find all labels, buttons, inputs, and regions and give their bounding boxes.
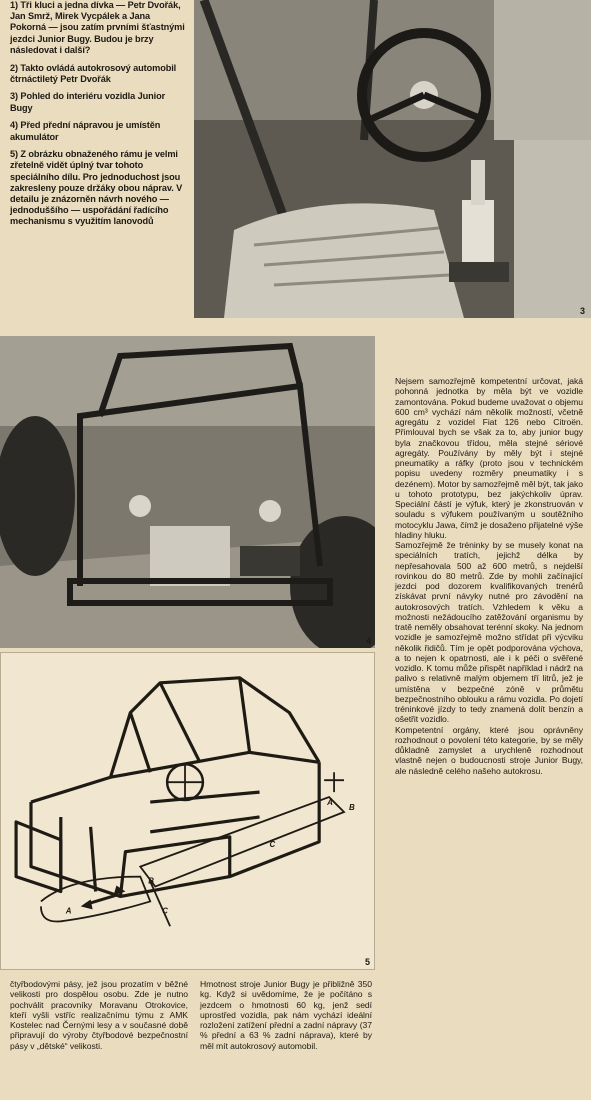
caption-3: 3) Pohled do interiéru vozidla Junior Bugy (10, 91, 166, 113)
photo-number-4: 4 (365, 636, 371, 646)
frame-illustration (1, 653, 374, 969)
drawing-label-a1: A (65, 906, 72, 916)
paragraph: Kompetentní orgány, které jsou oprávněny rozhodnout o povolení této kategorie, by se měly důkladně zamyslet a urychleně rozhodnout vlastně nejen o budoucnosti stroje Junior Bugy, ale následně celého našeho autokrosu. (395, 724, 583, 776)
drawing-label-a2: A (327, 798, 333, 808)
drawing-label-c1: C (269, 839, 276, 849)
drawing-label-b1: B (148, 876, 154, 886)
frame-drawing (0, 652, 375, 970)
paragraph: čtyřbodovými pásy, jež jsou prozatím v běžné velikosti pro dospělou osobu. Zde je nutno pochválit pracovníky Moravanu Otrokovice, kteří vyšli vstříc realizačnímu týmu z AMK Kostelec nad Černými lesy a v současné době připravují do výroby čtyřbodové bezpečnostní pásy v „dětské“ velikosti. (10, 979, 188, 1051)
caption-1: 1) Tři kluci a jedna dívka — Petr Dvořák, Jan Smrž, Mirek Vycpálek a Jana Pokorná — jsou zatím prvními šťastnými jezdci Junior Bugy. Budou je brzy následovat i další? (10, 0, 185, 55)
drawing-label-c2: C (162, 906, 168, 916)
paragraph: Nejsem samozřejmě kompetentní určovat, jaká pohonná jednotka by měla být ve vozidle zamontována. Pokud budeme uvažovat o objemu 600 cm³ vychází nám několik možností, včetně agregátu z vozidel Fiat 126 nebo Citroën. Přimlouval bych se však za to, aby junior bugy byla značkovou třídou, měla stejné sériové agregáty. Používány by měly být i stejné pneumatiky a ráfky (proto jsou v technickém popisu uvedeny rozměry pneumatiky i s dezénem). Motor by samozřejmě měl být, tak jako u tohoto prototypu, bez jakýchkoliv úprav. Speciální částí je výfuk, který je zkonstruován v souladu s výfukem používaným u soutěžního motocyklu Jawa, čímž je dosaženo přijatelné výše hladiny hluku. (395, 376, 583, 540)
front-illustration (0, 336, 375, 648)
caption-5: 5) Z obrázku obnaženého rámu je velmi zřetelně vidět úplný tvar tohoto speciálního dílu. Pro jednoduchost jsou zakresleny pouze držáky obou náprav. V detailu je znázorněn návrh nového — jednoduššího — uspořádání řadícího mechanismu s využitím lanovodů (10, 149, 183, 227)
paragraph: Samozřejmě že tréninky by se musely konat na speciálních tratích, jejichž délka by nepřesahovala 500 až 600 metrů, s nejdelší rovinkou do 80 metrů. Zde by mohli začínající jezdci pod dozorem kvalifikovaných trenérů získávat první návyky nutné pro závodění na autokrosových tratích. Vzhledem k věku a možnosti nežádoucího zatěžování organismu by tratě neměly obsahovat terénní skoky. Na jednom vozidle je samozřejmě možno střídat při výcviku několik řidičů. Tím je opět podporována výchova, a to nejen k opatrnosti, ale i k péči o svěřené vozidlo. K tomu může přispět například i nádrž na palivo s relativně malým objemem tří litrů, jež je umístěna v bezpečné zóně v průmětu bezpečnostního oblouku a rámu vozidla. Po dojetí tréninkové jízdy to tedy znamená dolít benzín a ošetřit vozidlo. (395, 540, 583, 725)
caption-2: 2) Takto ovládá autokrosový automobil čtrnáctiletý Petr Dvořák (10, 62, 177, 84)
article-right-column (395, 376, 583, 776)
caption-4: 4) Před přední nápravou je umístěn akumulátor (10, 120, 161, 142)
interior-illustration (194, 0, 591, 318)
photo-captions (10, 0, 188, 234)
photo-number-3: 3 (579, 306, 585, 316)
photo-front-battery (0, 336, 375, 648)
article-bottom-left (10, 979, 188, 1051)
photo-number-5: 5 (364, 957, 370, 967)
drawing-label-b2: B (348, 803, 355, 813)
photo-interior (194, 0, 591, 318)
paragraph: Hmotnost stroje Junior Bugy je přibližně 350 kg. Když si uvědomíme, že je počítáno s jezdcem o hmotnosti 60 kg, jenž sedí uprostřed vozidla, pak nám vychází ideální rozložení zatížení přední a zadní nápravy (37 % přední a 63 % zadní náprava), které by měl mít autokrosový automobil. (200, 979, 372, 1051)
article-bottom-middle (200, 979, 372, 1051)
